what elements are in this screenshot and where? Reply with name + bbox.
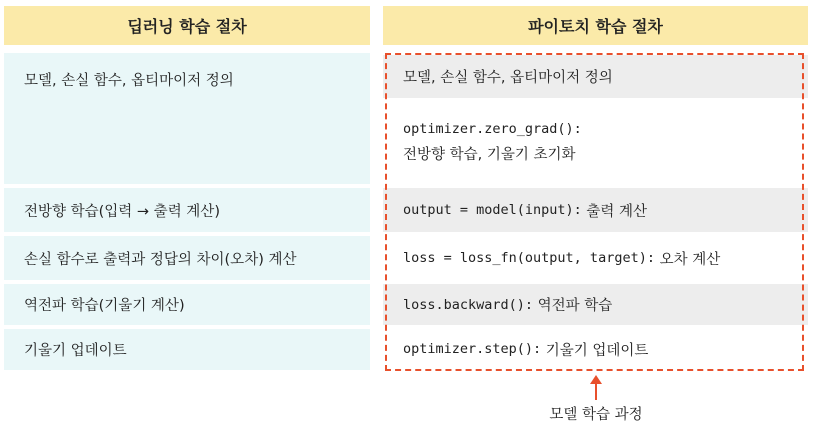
left-row-update-text: 기울기 업데이트 (24, 343, 127, 359)
right-row-backward (383, 284, 808, 325)
left-row-define-text: 모델, 손실 함수, 옵티마이저 정의 (24, 73, 234, 89)
left-row-loss-text: 손실 함수로 출력과 정답의 차이(오차) 계산 (24, 251, 297, 268)
right-row-loss (383, 236, 808, 280)
step-code: optimizer.step(): (403, 341, 542, 357)
forward-code: output = model(input): (403, 202, 582, 218)
backward-code: loss.backward(): (403, 296, 534, 313)
up-arrow-icon (595, 382, 597, 400)
right-row-forward (383, 188, 808, 232)
right-row-step (383, 329, 808, 369)
deep-learning-procedure-header: 딥러닝 학습 절차 (4, 6, 370, 45)
forward-text: 출력 계산 (581, 203, 648, 220)
left-row-forward (4, 188, 370, 232)
left-row-loss (4, 236, 370, 280)
step-text: 기울기 업데이트 (541, 342, 649, 359)
loss-code: loss = loss_fn(output, target): (403, 250, 655, 266)
left-row-forward-text: 전방향 학습(입력 → 출력 계산) (24, 203, 220, 220)
left-row-backward-text: 역전파 학습(기울기 계산) (24, 298, 185, 314)
zero-grad-text: 전방향 학습, 기울기 초기화 (403, 146, 576, 163)
left-row-backward (4, 284, 370, 325)
right-row-define-text: 모델, 손실 함수, 옵티마이저 정의 (403, 70, 613, 86)
model-training-caption: 모델 학습 과정 (549, 407, 643, 423)
right-row-define (383, 55, 808, 98)
right-row-zero-grad (383, 100, 808, 184)
left-row-define (4, 53, 370, 184)
zero-grad-code: optimizer.zero_grad(): (403, 120, 582, 137)
backward-text: 역전파 학습 (533, 298, 613, 314)
left-row-update (4, 329, 370, 370)
pytorch-procedure-header: 파이토치 학습 절차 (383, 6, 808, 45)
loss-text: 오차 계산 (654, 251, 721, 268)
